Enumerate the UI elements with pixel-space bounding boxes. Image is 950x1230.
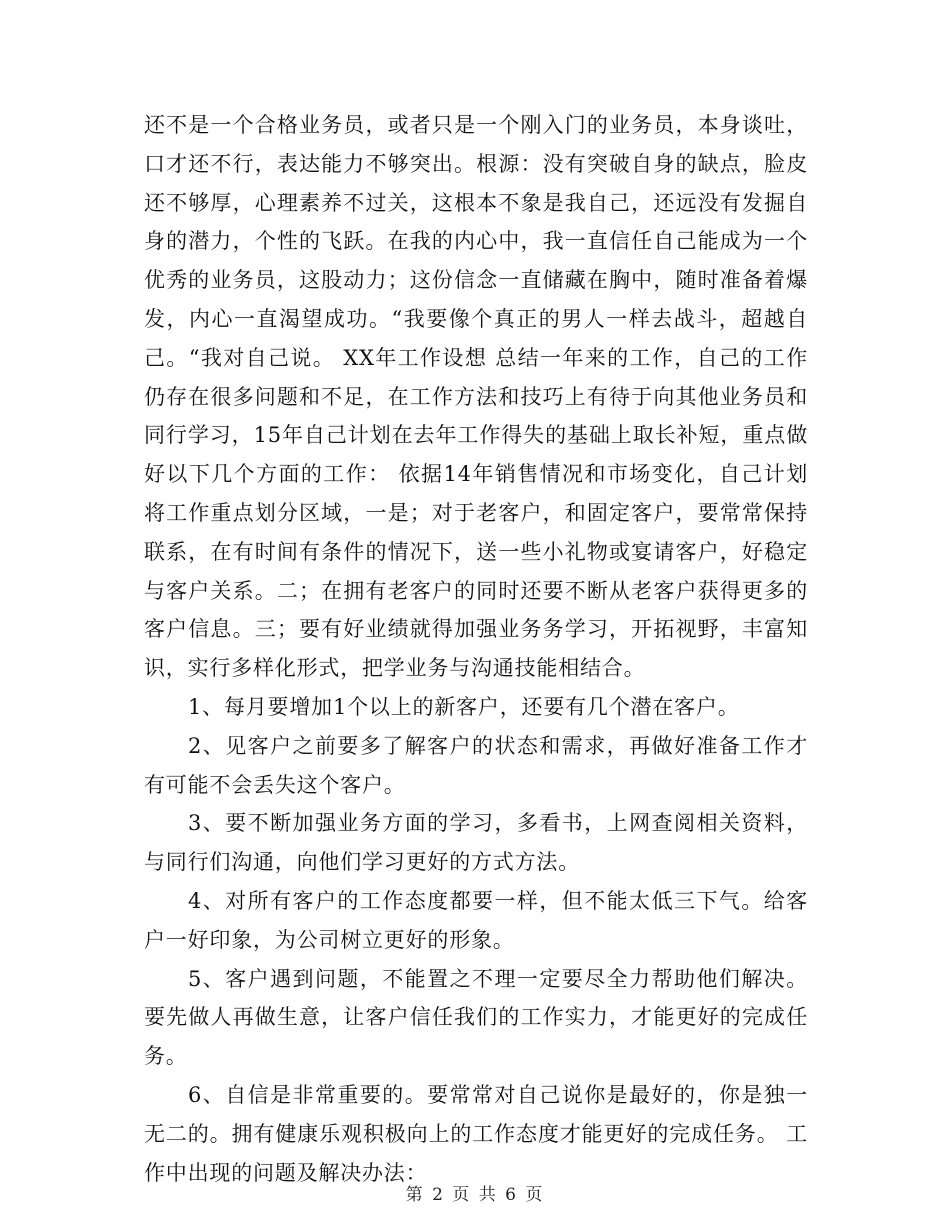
list-item-2: 2、见客户之前要多了解客户的状态和需求，再做好准备工作才有可能不会丢失这个客户。: [144, 733, 808, 797]
page-body: [144, 106, 808, 1192]
list-item-1: 1、每月要增加1个以上的新客户，还要有几个潜在客户。: [188, 694, 740, 719]
list-item-3: 3、要不断加强业务方面的学习，多看书，上网查阅相关资料，与同行们沟通，向他们学习更好的方式方法。: [144, 811, 808, 875]
paragraph-intro: 还不是一个合格业务员，或者只是一个刚入门的业务员，本身谈吐，口才还不行，表达能力不够突出。根源：没有突破自身的缺点，脸皮还不够厚，心理素养不过关，这根本不象是我自己，还远没有发掘自身的潜力，个性的飞跃。在我的内心中，我一直信任自己能成为一个优秀的业务员，这股动力；这份信念一直储藏在胸中，随时准备着爆发，内心一直渴望成功。“我要像个真正的男人一样去战斗，超越自己。“我对自己说。 XX年工作设想 总结一年来的工作，自己的工作仍存在很多问题和不足，在工作方法和技巧上有待于向其他业务员和同行学习，15年自己计划在去年工作得失的基础上取长补短，重点做好以下几个方面的工作： 依据14年销售情况和市场变化，自己计划将工作重点划分区域，一是；对于老客户，和固定客户，要常常保持联系，在有时间有条件的情况下，送一些小礼物或宴请客户，好稳定与客户关系。二；在拥有老客户的同时还要不断从老客户获得更多的客户信息。三；要有好业绩就得加强业务务学习，开拓视野，丰富知识，实行多样化形式，把学业务与沟通技能相结合。: [144, 113, 808, 681]
list-item-4: 4、对所有客户的工作态度都要一样，但不能太低三下气。给客户一好印象，为公司树立更好的形象。: [144, 888, 808, 952]
page-number-footer: 第 2 页 共 6 页: [405, 1185, 545, 1205]
list-item-5: 5、客户遇到问题，不能置之不理一定要尽全力帮助他们解决。要先做人再做生意，让客户信任我们的工作实力，才能更好的完成任务。: [144, 966, 808, 1069]
list-item-6: 6、自信是非常重要的。要常常对自己说你是最好的，你是独一无二的。拥有健康乐观积极向上的工作态度才能更好的完成任务。 工作中出现的问题及解决办法：: [144, 1082, 808, 1185]
